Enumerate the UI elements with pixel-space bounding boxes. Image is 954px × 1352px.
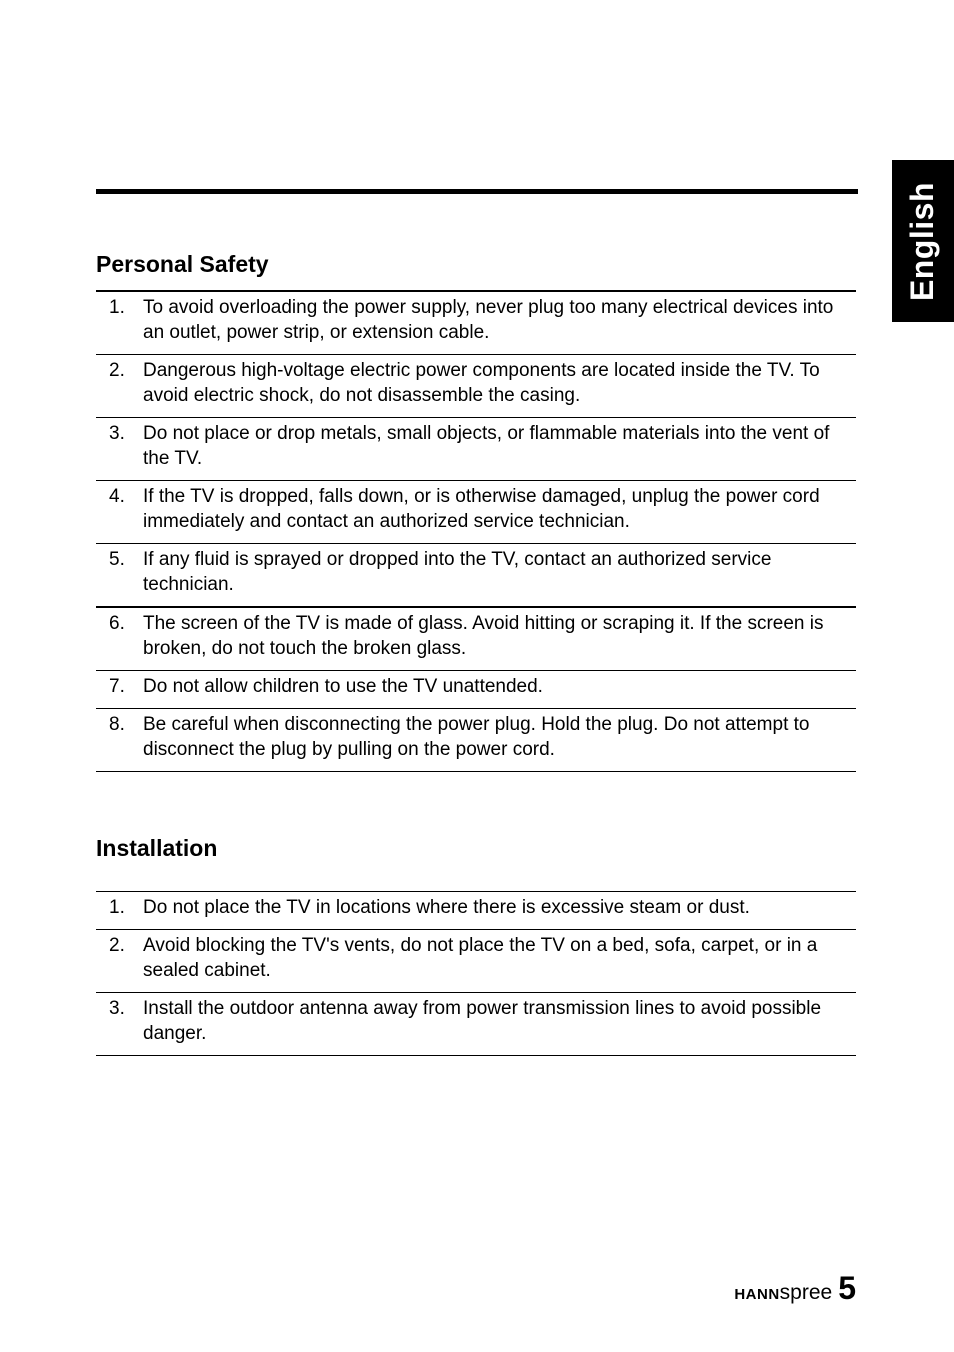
top-rule — [96, 189, 858, 194]
page-footer — [734, 1270, 856, 1307]
item-number: 4. — [109, 486, 125, 507]
list-item — [96, 418, 856, 481]
section-title: Installation — [96, 835, 218, 861]
personal-safety-section — [96, 250, 856, 772]
list-item — [96, 608, 856, 671]
item-number: 6. — [109, 613, 125, 634]
item-text: Dangerous high-voltage electric power components are located inside the TV. To avoid electric shock, do not disassemble the casing. — [143, 360, 820, 406]
item-text: If the TV is dropped, falls down, or is otherwise damaged, unplug the power cord immediately and contact an authorized service technician. — [143, 486, 820, 532]
item-number: 8. — [109, 714, 125, 735]
item-text: If any fluid is sprayed or dropped into the TV, contact an authorized service technician. — [143, 549, 772, 595]
installation-section — [96, 834, 856, 1056]
brand-logo-light: spree — [779, 1281, 833, 1304]
list-item — [96, 993, 856, 1056]
personal-safety-list — [96, 290, 856, 772]
item-number: 2. — [109, 360, 125, 381]
language-tab-label: English — [904, 181, 941, 301]
page-number: 5 — [838, 1270, 856, 1306]
item-number: 3. — [109, 423, 125, 444]
list-item — [96, 892, 856, 930]
item-number: 1. — [109, 897, 125, 918]
list-item — [96, 481, 856, 544]
section-title: Personal Safety — [96, 251, 269, 277]
item-number: 1. — [109, 297, 125, 318]
item-text: Be careful when disconnecting the power plug. Hold the plug. Do not attempt to disconnect the plug by pulling on the power cord. — [143, 714, 810, 760]
item-text: Do not place the TV in locations where there is excessive steam or dust. — [143, 897, 750, 918]
list-item — [96, 709, 856, 772]
item-text: Do not place or drop metals, small objects, or flammable materials into the vent of the TV. — [143, 423, 830, 469]
brand-logo-bold: HANN — [734, 1286, 780, 1303]
language-tab — [892, 160, 954, 322]
list-item — [96, 671, 856, 709]
list-item — [96, 355, 856, 418]
item-number: 2. — [109, 935, 125, 956]
item-number: 3. — [109, 998, 125, 1019]
item-text: To avoid overloading the power supply, never plug too many electrical devices into an outlet, power strip, or extension cable. — [143, 297, 834, 343]
list-item — [96, 544, 856, 608]
item-text: Do not allow children to use the TV unattended. — [143, 676, 543, 697]
item-number: 7. — [109, 676, 125, 697]
item-number: 5. — [109, 549, 125, 570]
list-item — [96, 292, 856, 355]
list-item — [96, 930, 856, 993]
item-text: The screen of the TV is made of glass. Avoid hitting or scraping it. If the screen is broken, do not touch the broken glass. — [143, 613, 824, 659]
item-text: Install the outdoor antenna away from power transmission lines to avoid possible danger. — [143, 998, 822, 1044]
installation-list — [96, 891, 856, 1056]
item-text: Avoid blocking the TV's vents, do not place the TV on a bed, sofa, carpet, or in a sealed cabinet. — [143, 935, 818, 981]
